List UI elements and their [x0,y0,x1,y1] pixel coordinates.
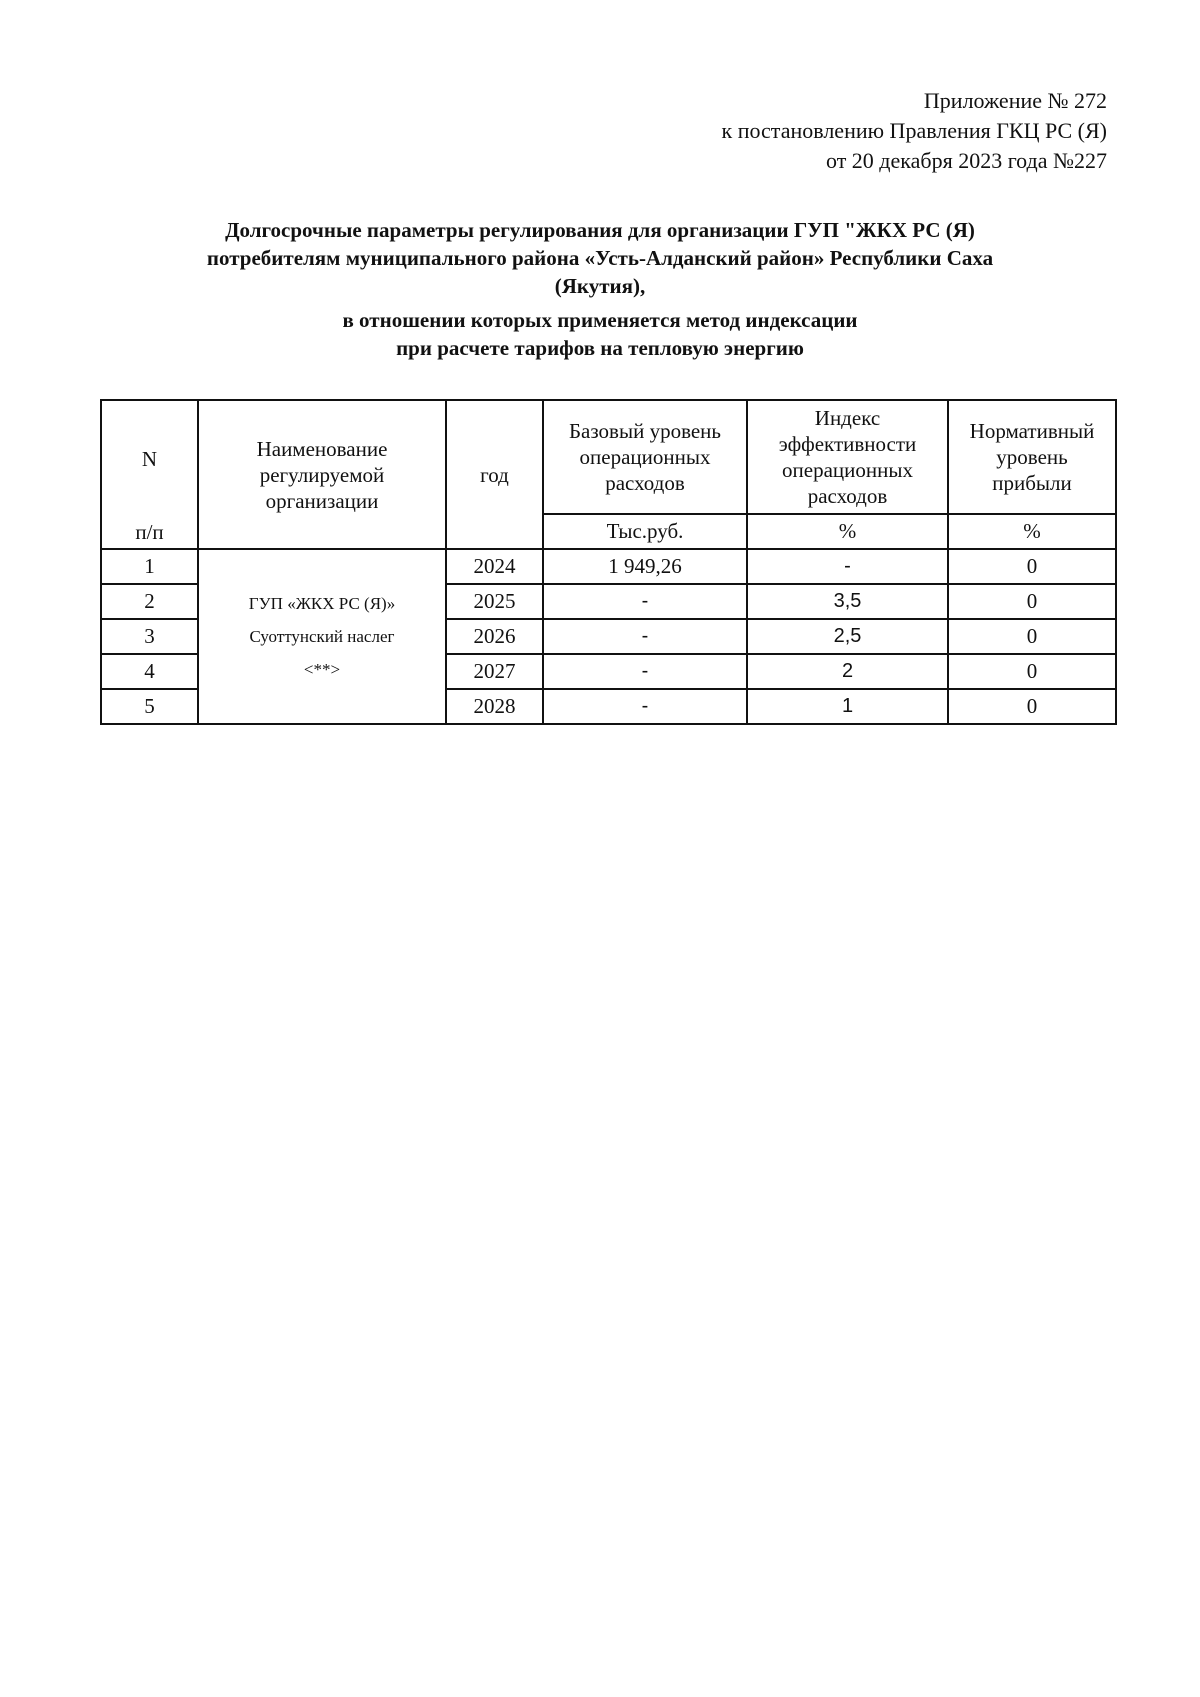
cell-year: 2027 [446,654,543,689]
unit-profit: % [948,514,1116,549]
unit-index: % [747,514,948,549]
header-org-line: организации [265,488,379,513]
header-num-top: N [141,447,158,471]
header-num-bottom: п/п [135,520,164,544]
header-index-line: операционных [782,458,913,482]
cell-index: 2,5 [747,619,948,654]
cell-year: 2028 [446,689,543,724]
header-base-line: Базовый уровень [569,419,721,443]
title-line-2: потребителям муниципального района «Усть-Алданский район» Республики Саха [206,246,994,270]
header-profit-line: прибыли [992,471,1072,495]
cell-year: 2025 [446,584,543,619]
cell-year: 2026 [446,619,543,654]
org-name: ГУП «ЖКХ РС (Я)» [248,594,396,613]
cell-profit: 0 [948,689,1116,724]
cell-profit: 0 [948,619,1116,654]
header-org-line: регулируемой [259,462,385,487]
cell-num: 3 [101,619,198,654]
header-year: год [446,400,543,549]
header-index-line: Индекс [814,406,881,430]
cell-index: - [747,549,948,584]
header-org [198,400,446,549]
cell-num: 5 [101,689,198,724]
header-base-line: операционных [579,445,711,469]
unit-base: Тыс.руб. [543,514,747,549]
cell-base: - [543,654,747,689]
cell-base: - [543,689,747,724]
header-profit [948,400,1116,514]
cell-base: 1 949,26 [543,549,747,584]
appendix-resolution: к постановлению Правления ГКЦ РС (Я) [721,118,1107,143]
header-base [543,400,747,514]
cell-profit: 0 [948,584,1116,619]
cell-num: 1 [101,549,198,584]
title-line-5: при расчете тарифов на тепловую энергию [396,336,804,360]
cell-year: 2024 [446,549,543,584]
cell-base: - [543,619,747,654]
cell-base: - [543,584,747,619]
header-num [101,400,198,549]
cell-profit: 0 [948,549,1116,584]
org-note: <**> [303,660,341,679]
appendix-date: от 20 декабря 2023 года №227 [825,148,1107,173]
document-title [100,216,1100,362]
table-header-row [101,400,1116,514]
header-org-line: Наименование [256,436,388,461]
appendix-number: Приложение № 272 [923,88,1107,113]
cell-num: 2 [101,584,198,619]
org-district: Суоттунский наслег [249,627,395,646]
org-name-cell [198,549,446,724]
header-base-line: расходов [605,471,685,495]
appendix-header [722,86,1107,176]
parameters-table [100,399,1117,725]
cell-num: 4 [101,654,198,689]
header-index [747,400,948,514]
table-row [101,549,1116,584]
title-line-4: в отношении которых применяется метод индексации [342,308,858,332]
cell-index: 1 [747,689,948,724]
title-line-3: (Якутия), [554,274,646,298]
header-profit-line: Нормативный [969,419,1095,443]
title-line-1: Долгосрочные параметры регулирования для организации ГУП "ЖКХ РС (Я) [225,218,975,242]
header-profit-line: уровень [996,445,1068,469]
header-index-line: расходов [807,484,888,508]
cell-index: 2 [747,654,948,689]
cell-index: 3,5 [747,584,948,619]
header-index-line: эффективности [778,432,917,456]
cell-profit: 0 [948,654,1116,689]
